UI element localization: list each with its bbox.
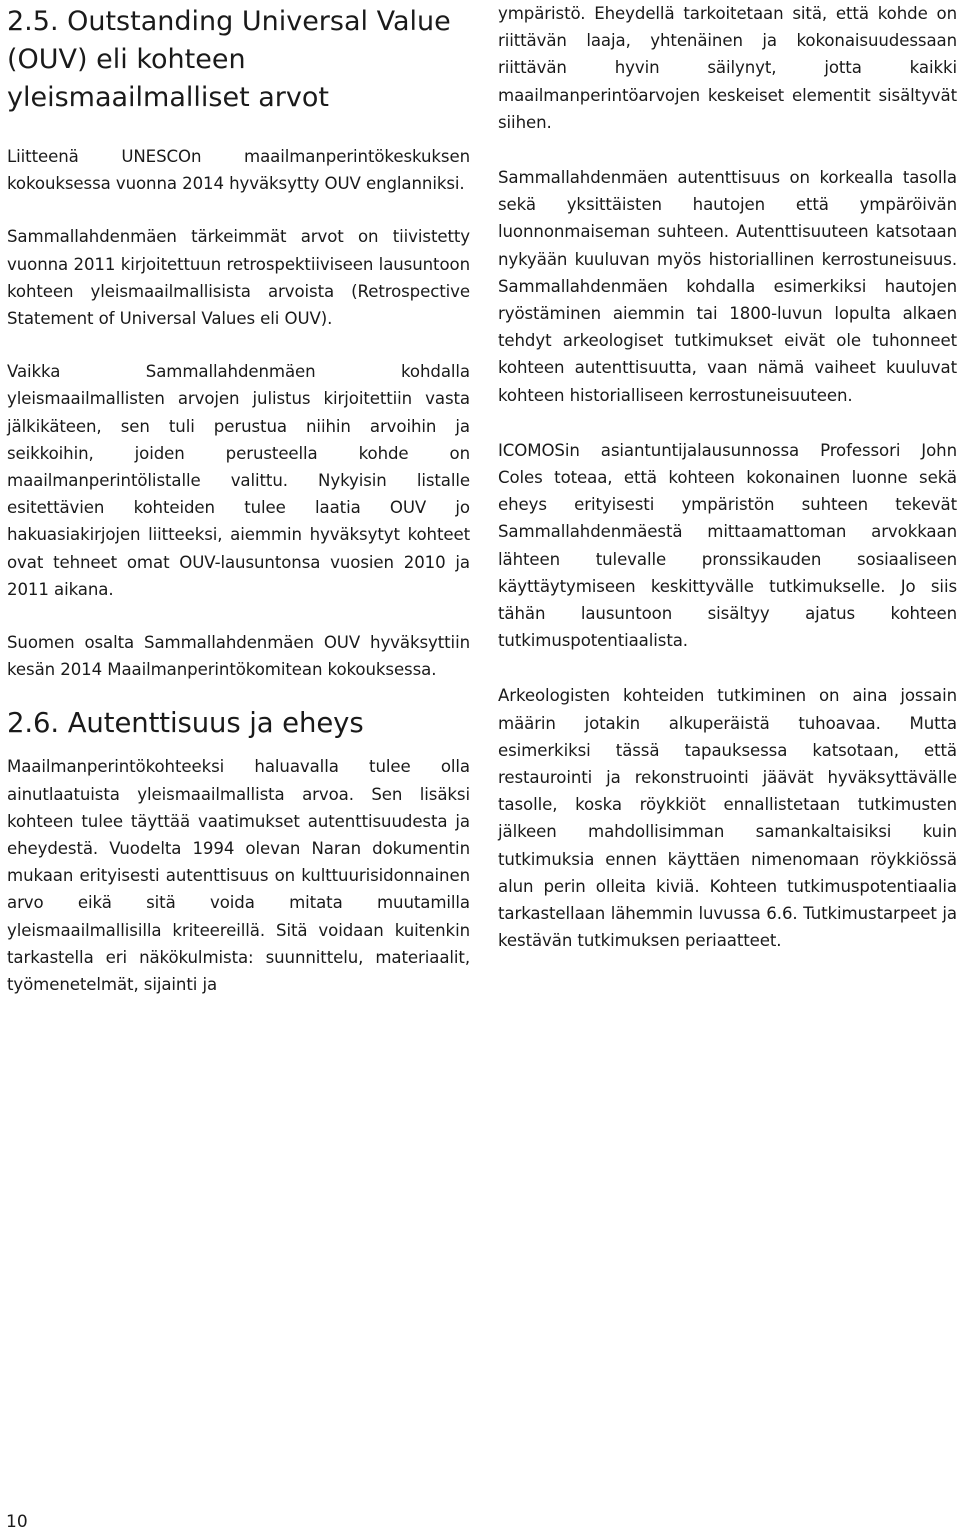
paragraph: Sammallahdenmäen tärkeimmät arvot on tiivistetty vuonna 2011 kirjoitettuun retrospektiiviseen lausuntoon kohteen yleismaailmallisista arvoista (Retrospective Statement of Universal Values eli OUV). [7,227,470,329]
paragraph: ICOMOSin asiantuntijalausunnossa Professori John Coles toteaa, että kohteen kokonainen luonne sekä eheys erityisesti ympäristön suhteen tekevät Sammallahdenmäestä mittaamattoman arvokkaan lähteen tulevalle pronssikauden sosiaaliseen käyttäytymiseen keskittyvälle tutkimukselle. Jo siis tähän lausuntoon sisältyy ajatus kohteen tutkimuspotentiaalista. [498,440,957,651]
paragraph: Maailmanperintökohteeksi haluavalla tulee olla ainutlaatuista yleismaailmallista arvoa. Sen lisäksi kohteen tulee täyttää vaatimukset autenttisuudesta ja eheydestä. Vuodelta 1994 olevan Naran dokumentin mukaan erityisesti autenttisuus on kulttuurisidonnainen arvo eikä sitä voida mitata muutamilla yleismaailmallisilla kriteereillä. Sitä voidaan kuitenkin tarkastella eri näkökulmista: suunnittelu, materiaalit, työmenetelmät, sijainti ja [7,757,470,995]
section-heading-ouv: 2.5. Outstanding Universal Value (OUV) eli kohteen yleismaailmalliset arvot [7,6,451,113]
paragraph: Arkeologisten kohteiden tutkiminen on aina jossain määrin jotakin alkuperäistä tuhoavaa. Mutta esimerkiksi tässä tapauksessa katsotaan, että restaurointi ja rekonstruointi jäävät hyväksyttävälle tasolle, koska röykkiöt ennallistetaan tutkimusten jälkeen mahdollisimman samankaltaisiksi kuin tutkimuksia ennen käyttäen nimenomaan röykkiössä alun perin olleita kiviä. Kohteen tutkimuspotentiaalia tarkastellaan lähemmin luvussa 6.6. Tutkimustarpeet ja kestävän tutkimuksen periaatteet. [498,686,957,951]
left-column [7,0,470,998]
paragraph: Sammallahdenmäen autenttisuus on korkealla tasolla sekä yksittäisten hautojen että ympäröivän luonnonmaiseman suhteen. Autenttisuuteen katsotaan nykyään kuuluvan myös historiallinen kerrostuneisuus. Sammallahdenmäen kohdalla esimerkiksi hautojen ryöstäminen aiemmin tai 1800-luvun lopulta alkaen tehdyt arkeologiset tutkimukset eivät ole tuhonneet kohteen autenttisuutta, vaan nämä vaiheet kuuluvat kohteen historialliseen kerrostuneisuuteen. [498,168,957,405]
right-column [498,0,957,955]
page-number: 10 [6,1512,28,1532]
paragraph: Suomen osalta Sammallahdenmäen OUV hyväksyttiin kesän 2014 Maailmanperintökomitean kokouksessa. [7,633,470,680]
paragraph: Liitteenä UNESCOn maailmanperintökeskuksen kokouksessa vuonna 2014 hyväksytty OUV englanniksi. [7,147,470,194]
paragraph: Vaikka Sammallahdenmäen kohdalla yleismaailmallisten arvojen julistus kirjoitettiin vasta jälkikäteen, sen tuli perustua niihin arvoihin ja seikkoihin, joiden perusteella kohde on maailmanperintölistalle valittu. Nykyisin listalle esitettävien kohteiden tulee laatia OUV jo hakuasiakirjojen liitteeksi, aiemmin hyväksytyt kohteet ovat tehneet omat OUV-lausuntonsa vuosien 2010 ja 2011 aikana. [7,362,470,599]
section-heading-authenticity: 2.6. Autenttisuus ja eheys [7,707,364,740]
paragraph: ympäristö. Eheydellä tarkoitetaan sitä, että kohde on riittävän laaja, yhtenäinen ja kokonaisuudessaan riittävän hyvin säilynyt, jotta kaikki maailmanperintöarvojen keskeiset elementit sisältyvät siihen. [498,4,957,132]
